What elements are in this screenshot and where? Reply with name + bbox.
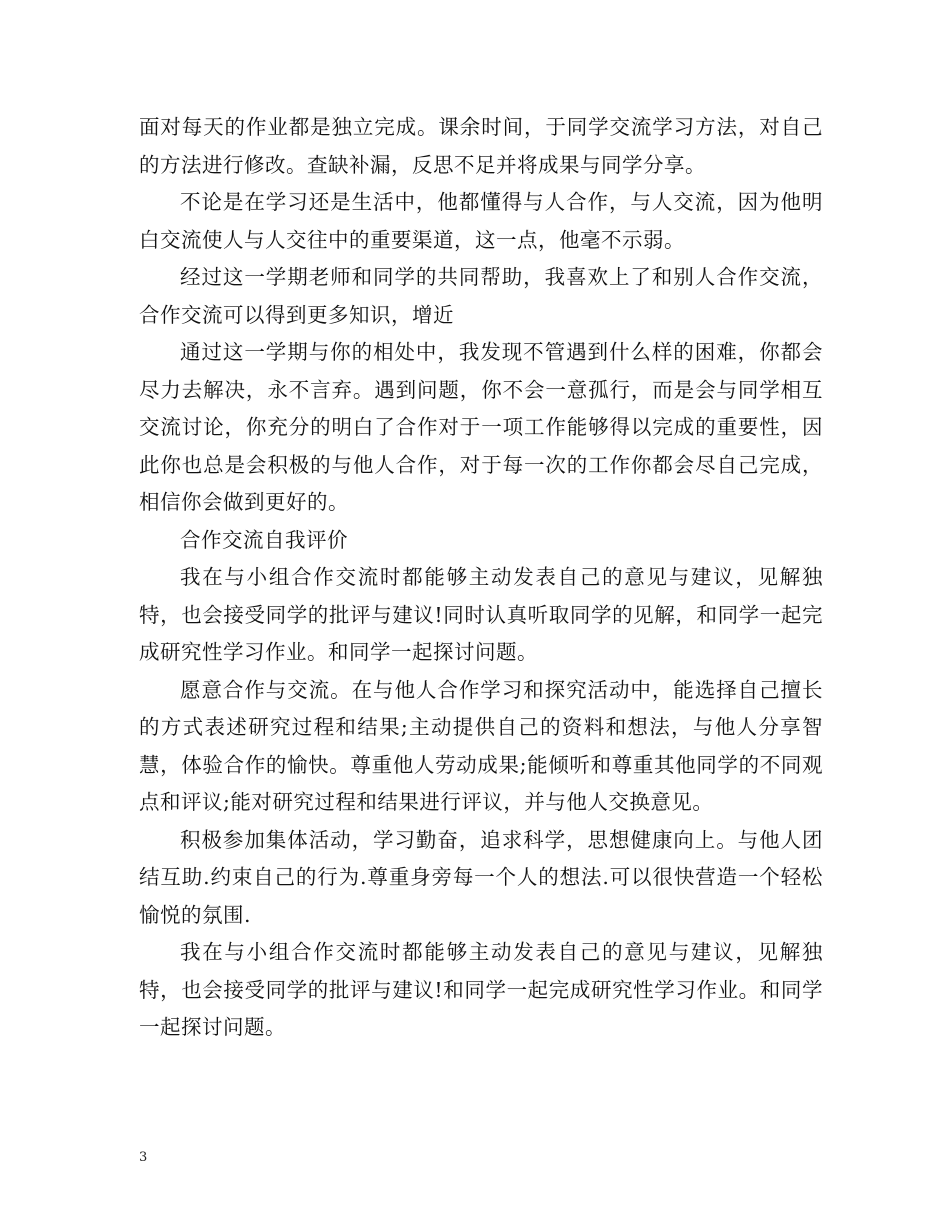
section-heading: 合作交流自我评价 bbox=[180, 527, 348, 552]
paragraph-1: 面对每天的作业都是独立完成。课余时间，于同学交流学习方法，对自己的方法进行修改。查缺补漏，反思不足并将成果与同学分享。 bbox=[139, 115, 823, 177]
paragraph-7: 愿意合作与交流。在与他人合作学习和探究活动中，能选择自己擅长的方式表述研究过程和结果;主动提供自己的资料和想法，与他人分享智慧，体验合作的愉快。尊重他人劳动成果;能倾听和尊重其他同学的不同观点和评议;能对研究过程和结果进行评议，并与他人交换意见。 bbox=[139, 677, 823, 814]
paragraph-4: 通过这一学期与你的相处中，我发现不管遇到什么样的困难，你都会尽力去解决，永不言弃。遇到问题，你不会一意孤行，而是会与同学相互交流讨论，你充分的明白了合作对于一项工作能够得以完成的重要性，因此你也总是会积极的与他人合作，对于每一次的工作你都会尽自己完成，相信你会做到更好的。 bbox=[139, 340, 823, 514]
paragraph-3: 经过这一学期老师和同学的共同帮助，我喜欢上了和别人合作交流，合作交流可以得到更多知识，增近 bbox=[139, 265, 823, 327]
page-number: 3 bbox=[139, 1150, 148, 1165]
paragraph-6: 我在与小组合作交流时都能够主动发表自己的意见与建议，见解独特，也会接受同学的批评与建议!同时认真听取同学的见解，和同学一起完成研究性学习作业。和同学一起探讨问题。 bbox=[139, 565, 823, 664]
paragraph-9: 我在与小组合作交流时都能够主动发表自己的意见与建议，见解独特，也会接受同学的批评与建议!和同学一起完成研究性学习作业。和同学一起探讨问题。 bbox=[139, 940, 823, 1039]
paragraph-2: 不论是在学习还是生活中，他都懂得与人合作，与人交流，因为他明白交流使人与人交往中的重要渠道，这一点，他毫不示弱。 bbox=[139, 190, 823, 252]
document-body bbox=[139, 109, 823, 1047]
paragraph-8: 积极参加集体活动，学习勤奋，追求科学，思想健康向上。与他人团结互助.约束自己的行为.尊重身旁每一个人的想法.可以很快营造一个轻松愉悦的氛围. bbox=[139, 827, 823, 927]
